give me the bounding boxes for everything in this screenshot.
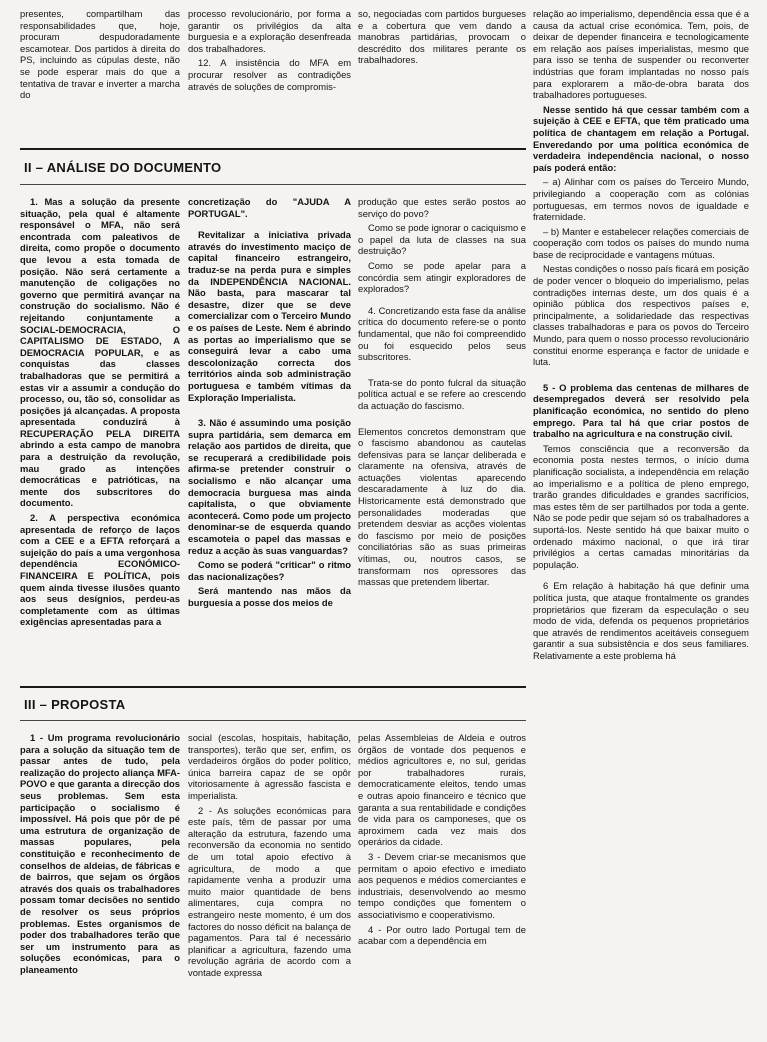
analise-column-2: [188, 196, 351, 616]
section-underline: [20, 720, 526, 721]
paragraph: 4. Concretizando esta fase da análise crítica do documento refere-se o ponto fundamental, que não foi compreendido ou foi esquecido pelos seus subscritores.: [358, 304, 526, 363]
paragraph: pelas Assembleias de Aldeia e outros órgãos de vontade dos pequenos e médios agricultores e, no sul, geridas por trabalhadores rurais, democraticamente eleitos, tendo umas e outras apoio financeiro e técnico que garanta a sua rentabilidade e condições de vida para os camponeses, que os aproximem cada vez mais dos operários da cidade.: [358, 732, 526, 848]
section-divider: [20, 686, 526, 688]
proposta-column-2: [188, 732, 351, 1032]
paragraph: presentes, compartilham das responsabilidades que, hoje, procuram despudoradamente escamotear. Dos partidos à direita do PS, incluindo as cúpulas deste, não se pode esperar mais do que a tentativa de travar e inverter a marcha do: [20, 8, 180, 101]
section-heading-proposta: III – PROPOSTA: [24, 697, 126, 712]
paragraph: Como se pode apelar para a concórdia sem atingir exploradores de explorados?: [358, 259, 526, 295]
analise-column-3: [358, 196, 526, 616]
paragraph: 1. Mas a solução da presente situação, pela qual é altamente responsável o MFA, não será encontrada com paleativos de direita, como propõe o documento que levou a esta tomada de posição. Não será certamente a manutenção de coligações no governo que permitirá avançar na construção do socialismo. Não é rejeitando conjuntamente a SOCIAL-DEMOCRACIA, O CAPITALISMO DE ESTADO, A DEMOCRACIA POPULAR, e as conquistas das classes trabalhadoras que se permitirá a estas vir a assumir a condução do processo, ou, tão só, consolidar as posições já alcançadas. A proposta apresentada conduzirá à RECUPERAÇÃO PELA DIREITA abrindo a esta campo de manobra para a destruição da revolução, mau grado as intenções democráticas e patrióticas, na mente dos subscritores do documento.: [20, 196, 180, 509]
paragraph: Nesse sentido há que cessar também com a sujeição à CEE e EFTA, que têm praticado uma política de chantagem em relação a Portugal. Enveredando por uma política económica de verdadeira independência nacional, o nosso país poderá então:: [533, 103, 749, 173]
analise-column-1: [20, 196, 180, 628]
paragraph: – a) Alinhar com os países do Terceiro Mundo, privilegiando a cooperação com as colónias portuguesas, em termos novos de igualdade e fraternidade.: [533, 176, 749, 223]
paragraph: Trata-se do ponto fulcral da situação política actual e se refere ao crescendo da actuação do fascismo.: [358, 376, 526, 411]
paragraph: 5 - O problema das centenas de milhares de desempregados deverá ser resolvido pela planificação económica, no sentido do pleno emprego. Para tal há que criar postos de trabalho na agricultura e na construção civil.: [533, 381, 749, 440]
paragraph: Como se pode ignorar o caciquismo e o papel da luta de classes na sua destruição?: [358, 222, 526, 257]
section-heading-analise: II – ANÁLISE DO DOCUMENTO: [24, 160, 222, 175]
top-column-3: [358, 8, 526, 136]
paragraph: Temos consciência que a reconversão da economia posta nestes termos, o início duma planificação socialista, a independência em relação ao imperialismo e a política de pleno emprego, trarão grandes dificuldades e grandes sacrifícios, mas estes têm de ser partilhados por toda a gente. Não se pode pedir que sejam só os trabalhadores a suportá-los. Neste sentido há que baixar muito o ordenado máximo nacional, o que irá tirar privilégios a certas camadas minoritárias da população.: [533, 442, 749, 570]
paragraph: 2 - As soluções económicas para este país, têm de passar por uma alteração da estrutura, fazendo uma reconversão da economia no sentido de um total apoio efectivo à agricultura, de modo a que rapidamente venha a produzir uma muito maior quantidade de bens alimentares, cuja compra no estrangeiro neste momento, é um dos factores do nosso déficit na balança de pagamentos. Para tal é necessário planificar a agricultura, fazendo uma revolução agrária de acordo com a vontade expressa: [188, 804, 351, 978]
paragraph: 3 - Devem criar-se mecanismos que permitam o apoio efectivo e imediato aos pequenos e médios comerciantes e industriais, desenvolvendo ao mesmo tempo condições que fomentem o associativismo e cooperativismo.: [358, 850, 526, 920]
paragraph: 6 Em relação à habitação há que definir uma política justa, que ataque frontalmente os grandes proprietários que fizeram da especulação o seu modo de vida, defenda os pequenos proprietários que através de rendimentos aceitáveis conseguem garantir a sua subsistência e dos seus familiares. Relativamente a este problema há: [533, 580, 749, 661]
paragraph: Nestas condições o nosso país ficará em posição de poder vencer o bloqueio do imperialismo, pelas contradições internas deste, um dos quais é a opinião pública dos respectivos países e, principalmente, a solidariedade das respectivas classes trabalhadoras e para os povos do Terceiro Mundo, para quem o nosso processo revolucionário constitui enorme esperança e factor de unidade e luta.: [533, 263, 749, 368]
top-column-2: [188, 8, 351, 136]
proposta-column-1: [20, 732, 180, 1032]
paragraph: 1 - Um programa revolucionário para a solução da situação tem de passar antes de tudo, pela realização do projecto aliança MFA-POVO e que garanta a direcção dos seus problemas. Sem esta participação o socialismo é impossível. Há pois que pôr de pé uma estrutura de organização de massas populares, pela constituição e reconhecimento de conselhos de aldeias, de fábricas e de bairros, que sejam os órgãos através dos quais os trabalhadores possam tomar decisões no sentido de resolver os seus próprios problemas. Estes organismos de poder dos trabalhadores terão que ser um instrumento para as soluções económicas, para o planeamento: [20, 732, 180, 975]
right-column: [533, 8, 749, 1033]
paragraph: Como se poderá "criticar" o ritmo das nacionalizações?: [188, 559, 351, 582]
paragraph: 2. A perspectiva económica apresentada de reforço de laços com a CEE e a EFTA reforçará a sujeição do país a uma vergonhosa dependência ECONÓMICO-FINANCEIRA E POLÍTICA, pois quem ainda tivesse ilusões quanto aos seus desígnios, perdeu-as completamente com as últimas exigências apresentadas para a: [20, 512, 180, 628]
paragraph: – b) Manter e estabelecer relações comerciais de cooperação com todos os países do mundo numa base de reciprocidade e vantagens mútuas.: [533, 225, 749, 260]
paragraph: processo revolucionário, por forma a garantir os privilégios da alta burguesia e a exploração desenfreada dos trabalhadores.: [188, 8, 351, 54]
section-divider: [20, 148, 526, 150]
paragraph: social (escolas, hospitais, habitação, transportes), terão que ser, enfim, os verdadeiros órgãos do poder político, única barreira capaz de se opôr vitoriosamente à agressão fascista e imperialista.: [188, 732, 351, 801]
section-underline: [20, 184, 526, 185]
top-column-1: [20, 8, 180, 136]
paragraph: Elementos concretos demonstram que o fascismo abandonou as cautelas defensivas para se lançar deliberada e claramente na ofensiva, através de actuações violentas aparecendo descaradamente à luz do dia. Historicamente está demonstrado que personalidades moderadas que pretendem desviar as acções violentas do fascismo por meio de posições conciliatórias são as suas primeiras vítimas, ou, noutros casos, se transformam nos opressores das massas que pretendem libertar.: [358, 425, 526, 588]
paragraph: concretização do "AJUDA A PORTUGAL".: [188, 196, 351, 219]
proposta-column-3: [358, 732, 526, 1032]
paragraph: Será mantendo nas mãos da burguesia a posse dos meios de: [188, 585, 351, 608]
paragraph: 4 - Por outro lado Portugal tem de acabar com a dependência em: [358, 923, 526, 947]
paragraph: Revitalizar a iniciativa privada através do investimento maciço de capital financeiro estrangeiro, traduz-se na perda pura e simples da INDEPENDÊNCIA NACIONAL. Não basta, para mascarar tal desastre, dizer que se deve comercializar com o Terceiro Mundo e os países de Leste. Nem é abrindo as portas ao imperialismo que se conseguirá levar a cabo uma descolonização correcta dos territórios ainda sob administração portuguesa e também vítimas da Exploração Imperialista.: [188, 229, 351, 403]
paragraph: relação ao imperialismo, dependência essa que é a causa da actual crise económica. Tem, pois, de deixar de depender financeira e tecnologicamente em relação aos países imperialistas, mesmo que para isso se tenha de suspender ou reconverter indústrias que foram implantadas no nosso país para explorarem a mão-de-obra barata dos trabalhadores portugueses.: [533, 8, 749, 101]
paragraph: produção que estes serão postos ao serviço do povo?: [358, 196, 526, 219]
paragraph: 3. Não é assumindo uma posição supra partidária, sem demarca em relação aos partidos de direita, que se recuperará a credibilidade pois afirma-se pretender construir o socialismo e não alcançar uma democracia burguesa mas ainda capitalista, o que obviamente acontecerá. Como pode um projecto denominar-se de esquerda quando escamoteia o papel das massas e reduz a acção às suas vanguardas?: [188, 417, 351, 556]
paragraph: so, negociadas com partidos burgueses e a cobertura que vem dando a manobras partidárias, provocam o descrédito dos militares perante os trabalhadores.: [358, 8, 526, 66]
paragraph: 12. A insistência do MFA em procurar resolver as contradições através de soluções de compromis-: [188, 57, 351, 92]
